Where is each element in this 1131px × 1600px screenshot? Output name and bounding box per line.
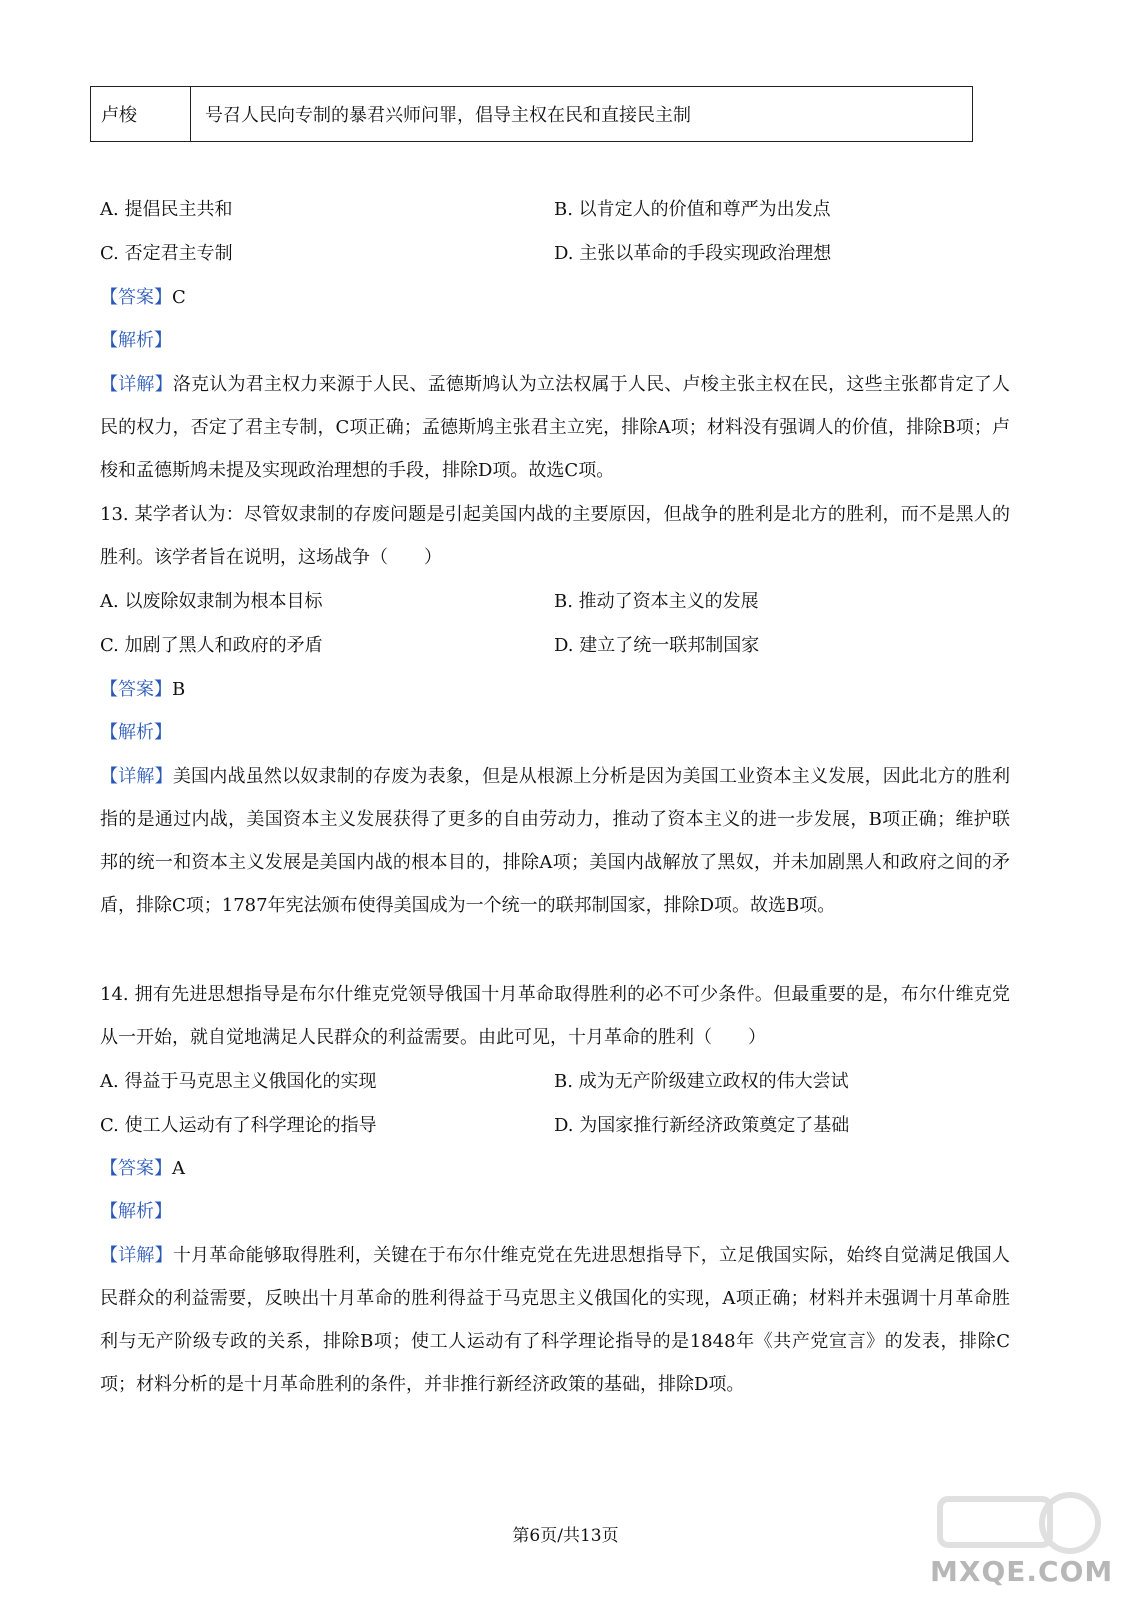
answer-label: 【答案】: [100, 287, 172, 308]
detail-label: 【详解】: [100, 374, 173, 395]
q12-option-d: D. 主张以革命的手段实现政治理想: [554, 243, 832, 264]
q13-option-c: C. 加剧了黑人和政府的矛盾: [100, 635, 323, 656]
q12-option-c: C. 否定君主专制: [100, 243, 233, 264]
answer-label: 【答案】: [100, 679, 172, 700]
q14-option-a: A. 得益于马克思主义俄国化的实现: [100, 1071, 377, 1092]
q14-answer: [100, 1157, 185, 1181]
q13-option-d: D. 建立了统一联邦制国家: [554, 635, 760, 656]
detail-text: 美国内战虽然以奴隶制的存废为表象，但是从根源上分析是因为美国工业资本主义发展，因此北方的胜利指的是通过内战，美国资本主义发展获得了更多的自由劳动力，推动了资本主义的进一步发展，B项正确；维护联邦的统一和资本主义发展是美国内战的根本目的，排除A项；美国内战解放了黑奴，并未加剧黑人和政府之间的矛盾，排除C项；1787年宪法颁布使得美国成为一个统一的联邦制国家，排除D项。故选B项。: [100, 766, 1011, 916]
answer-value: B: [172, 679, 186, 700]
q12-detail: [100, 363, 1010, 492]
page-footer: 第6页/共13页: [512, 1526, 619, 1546]
q13-analysis-label: 【解析】: [100, 722, 172, 743]
answer-value: A: [172, 1158, 185, 1179]
q12-option-b: B. 以肯定人的价值和尊严为出发点: [554, 199, 831, 220]
detail-text: 洛克认为君主权力来源于人民、孟德斯鸠认为立法权属于人民、卢梭主张主权在民，这些主张都肯定了人民的权力，否定了君主专制，C项正确；孟德斯鸠主张君主立宪，排除A项；材料没有强调人的价值，排除B项；卢梭和孟德斯鸠未提及实现政治理想的手段，排除D项。故选C项。: [100, 374, 1011, 481]
detail-text: 十月革命能够取得胜利，关键在于布尔什维克党在先进思想指导下，立足俄国实际，始终自觉满足俄国人民群众的利益需要，反映出十月革命的胜利得益于马克思主义俄国化的实现，A项正确；材料并未强调十月革命胜利与无产阶级专政的关系，排除B项；使工人运动有了科学理论指导的是1848年《共产党宣言》的发表，排除C项；材料分析的是十月革命胜利的条件，并非推行新经济政策的基础，排除D项。: [100, 1245, 1011, 1395]
q12-analysis-label: 【解析】: [100, 330, 172, 351]
q14-option-d: D. 为国家推行新经济政策奠定了基础: [554, 1115, 850, 1136]
q14-option-b: B. 成为无产阶级建立政权的伟大尝试: [554, 1071, 849, 1092]
q14-option-c: C. 使工人运动有了科学理论的指导: [100, 1115, 377, 1136]
q13-answer: [100, 678, 185, 702]
q14-analysis-label: 【解析】: [100, 1201, 172, 1222]
table-cell-text: 号召人民向专制的暴君兴师问罪，倡导主权在民和直接民主制: [205, 105, 691, 126]
watermark-url: MXQE.COM: [930, 1555, 1114, 1588]
q13-stem: 13. 某学者认为：尽管奴隶制的存废问题是引起美国内战的主要原因，但战争的胜利是北方的胜利，而不是黑人的胜利。该学者旨在说明，这场战争（ ）: [100, 504, 1010, 568]
table-cell-name: 卢梭: [91, 87, 191, 141]
material-table-row: [90, 86, 973, 142]
detail-label: 【详解】: [100, 766, 173, 787]
q12-option-a: A. 提倡民主共和: [100, 199, 233, 220]
q12-answer: [100, 286, 186, 310]
q13-option-b: B. 推动了资本主义的发展: [554, 591, 759, 612]
detail-label: 【详解】: [100, 1245, 173, 1266]
q14-stem: 14. 拥有先进思想指导是布尔什维克党领导俄国十月革命取得胜利的必不可少条件。但最重要的是，布尔什维克党从一开始，就自觉地满足人民群众的利益需要。由此可见，十月革命的胜利（ ）: [100, 984, 1010, 1048]
answer-label: 【答案】: [100, 1158, 172, 1179]
q14-detail: [100, 1234, 1010, 1406]
answer-value: C: [172, 287, 186, 308]
q13-detail: [100, 755, 1010, 927]
q13-option-a: A. 以废除奴隶制为根本目标: [100, 591, 323, 612]
